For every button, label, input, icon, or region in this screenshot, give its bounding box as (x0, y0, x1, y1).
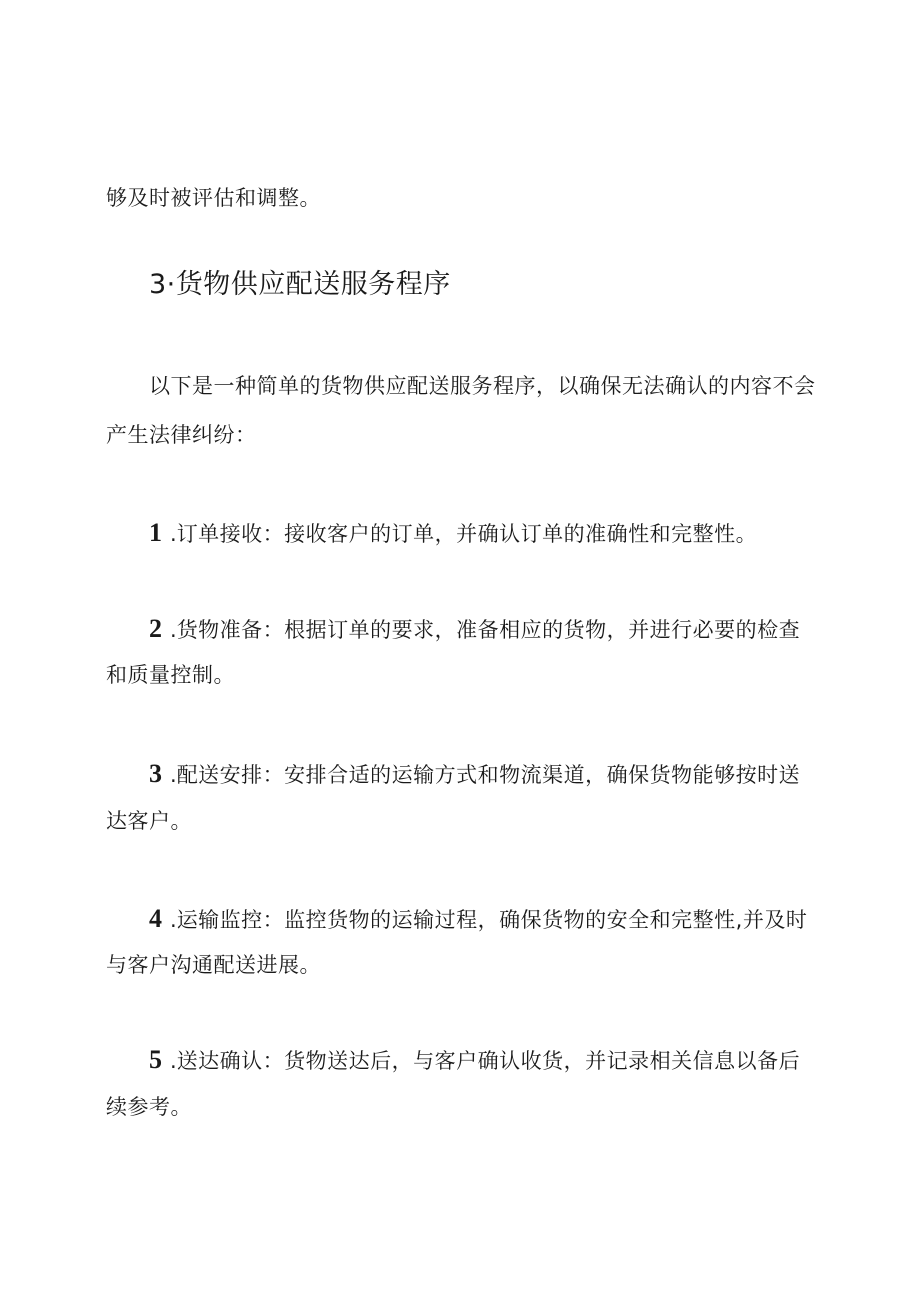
step-3 (149, 761, 800, 787)
step-2 (149, 616, 800, 642)
step-text: 运输监控：监控货物的运输过程，确保货物的安全和完整性,并及时 (176, 908, 808, 932)
step-3-continuation: 达客户。 (106, 809, 192, 833)
step-text: 订单接收：接收客户的订单，并确认订单的准确性和完整性。 (176, 522, 758, 546)
step-2-continuation: 和质量控制。 (106, 663, 235, 687)
continuation-text: 够及时被评估和调整。 (106, 186, 321, 210)
step-separator: . (170, 908, 177, 932)
step-separator: . (170, 522, 177, 546)
step-separator: . (170, 763, 177, 787)
step-4-continuation: 与客户沟通配送进展。 (106, 953, 321, 977)
section-heading: 3·货物供应配送服务程序 (149, 269, 451, 300)
step-number: 2 (149, 614, 162, 643)
step-text: 货物准备：根据订单的要求，准备相应的货物，并进行必要的检查 (176, 618, 801, 642)
step-text: 配送安排：安排合适的运输方式和物流渠道，确保货物能够按时送 (176, 763, 801, 787)
step-5 (149, 1047, 800, 1073)
step-separator: . (170, 1049, 177, 1073)
step-text: 送达确认：货物送达后，与客户确认收货，并记录相关信息以备后 (176, 1049, 801, 1073)
step-number: 5 (149, 1045, 162, 1074)
step-number: 3 (149, 759, 162, 788)
step-number: 4 (149, 904, 162, 933)
step-number: 1 (149, 518, 162, 547)
intro-line-2: 产生法律纠纷： (106, 423, 257, 447)
step-separator: . (170, 618, 177, 642)
step-4 (149, 906, 807, 932)
step-5-continuation: 续参考。 (106, 1095, 192, 1119)
step-1 (149, 520, 757, 546)
intro-line-1: 以下是一种简单的货物供应配送服务程序，以确保无法确认的内容不会 (149, 374, 816, 398)
